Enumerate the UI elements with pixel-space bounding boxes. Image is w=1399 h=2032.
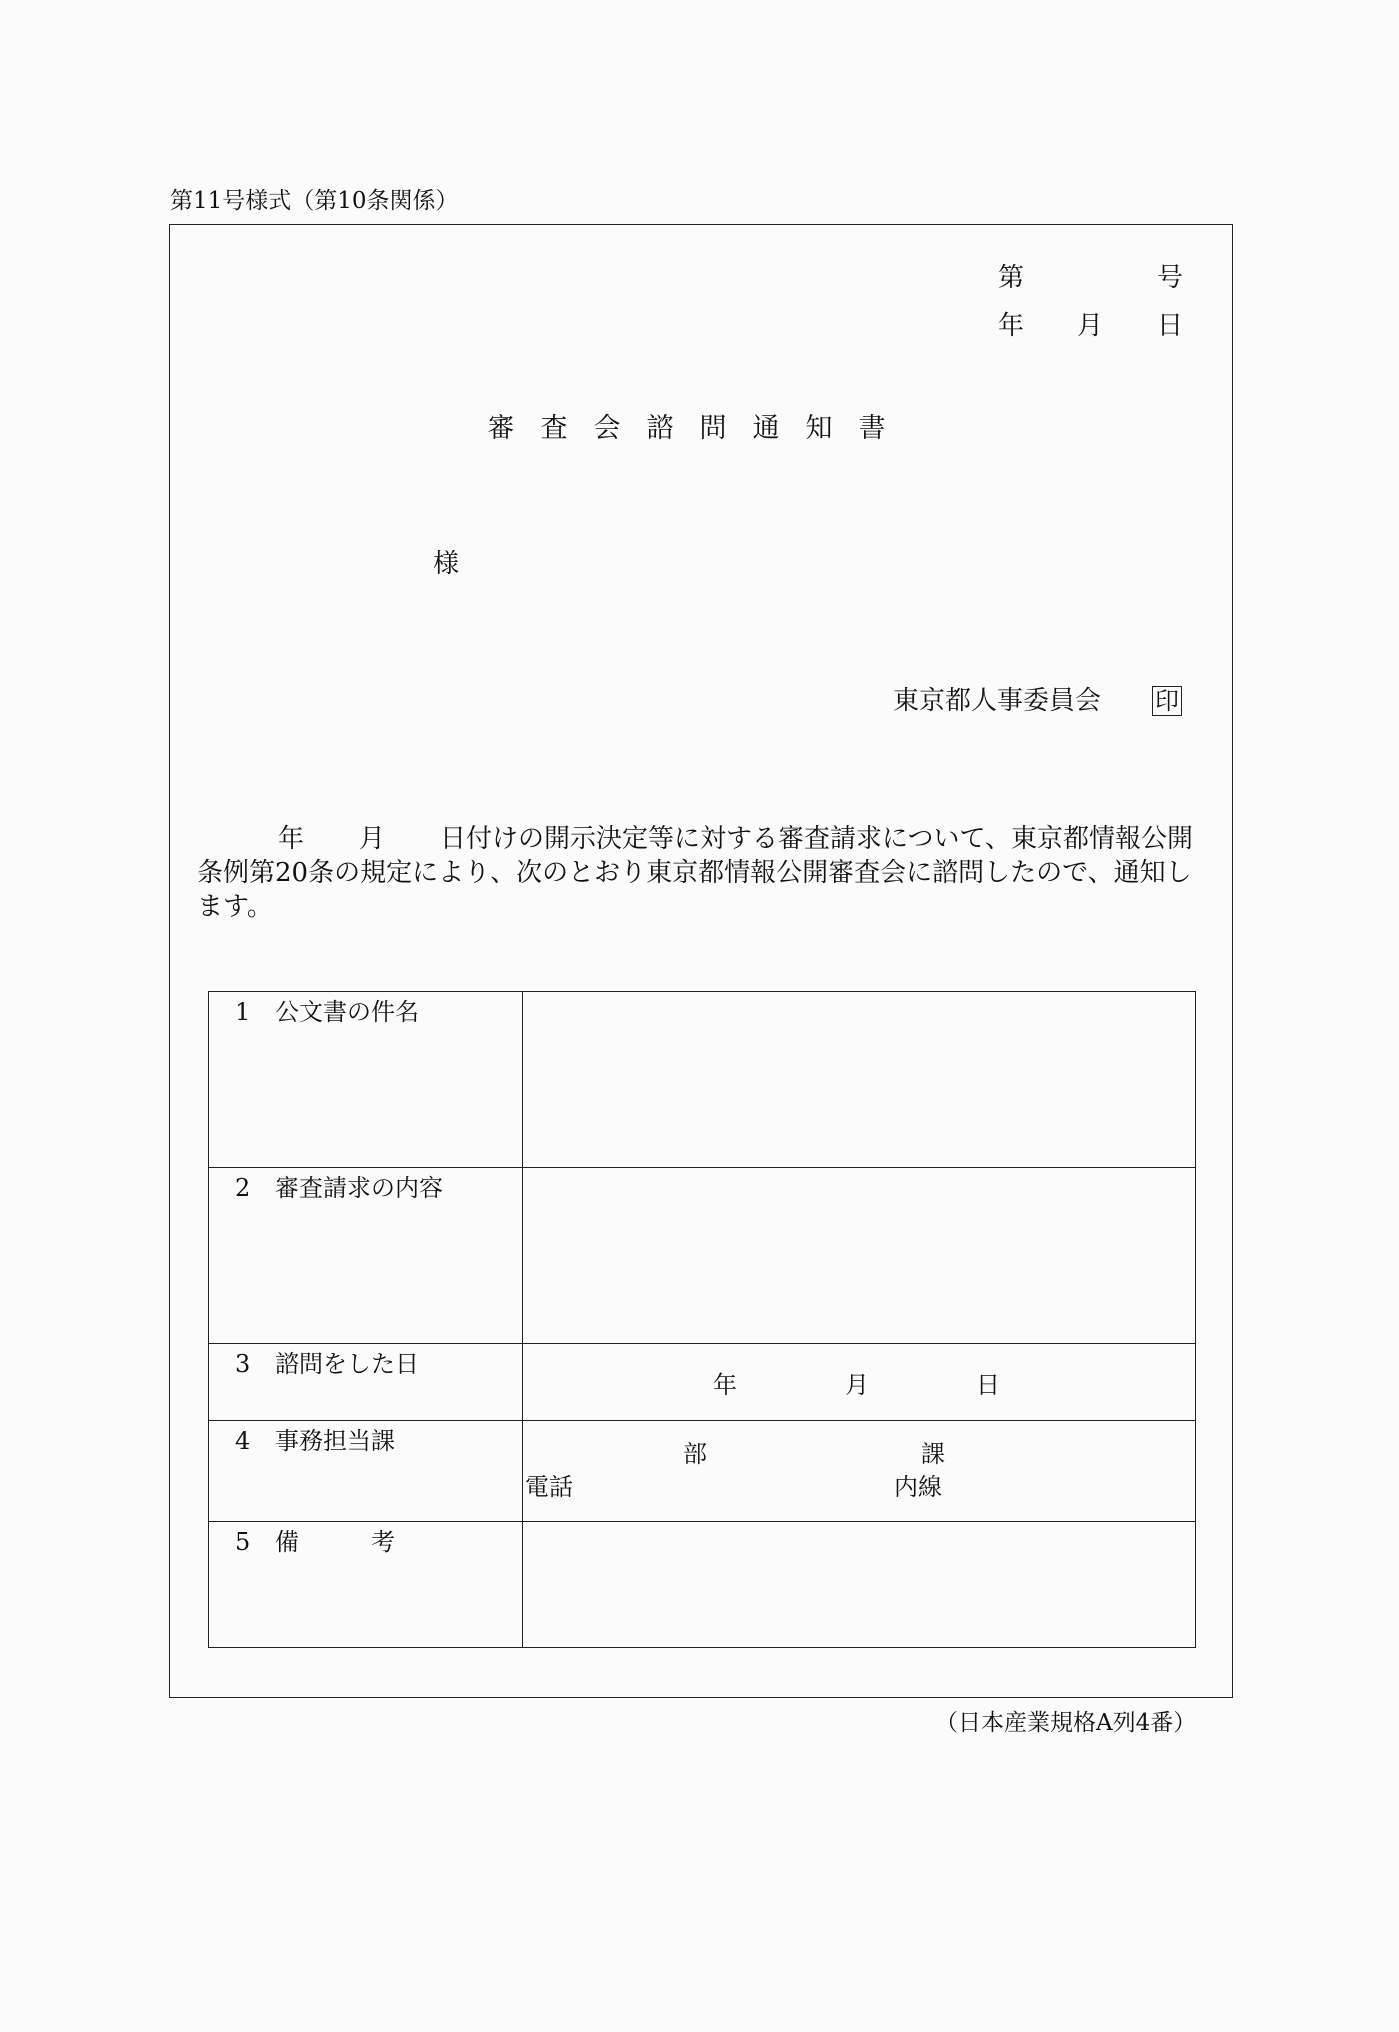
- row-number: 1: [235, 998, 251, 1026]
- office-in-charge-field[interactable]: [523, 1421, 1196, 1522]
- doc-number-prefix: 第: [998, 263, 1025, 293]
- item-table: [208, 991, 1196, 1648]
- row-label: [209, 1344, 523, 1421]
- extension-label: 内線: [894, 1473, 942, 1501]
- row-number: 4: [235, 1427, 251, 1455]
- row-label: [209, 1522, 523, 1648]
- request-content-field[interactable]: [523, 1168, 1196, 1344]
- table-row: [209, 1522, 1196, 1648]
- form-number: 第11号様式（第10条関係）: [170, 188, 459, 214]
- phone-label: 電話: [525, 1473, 573, 1501]
- doc-date-day: 日: [1157, 311, 1184, 341]
- document-title: 審査会諮問通知書: [487, 413, 912, 444]
- body-line3: ます。: [197, 892, 273, 922]
- remarks-field[interactable]: [523, 1522, 1196, 1648]
- section-label: 課: [921, 1440, 945, 1468]
- row-label-text: 事務担当課: [275, 1427, 395, 1455]
- body-year: 年: [278, 824, 305, 854]
- row-label: [209, 1168, 523, 1344]
- row-number: 2: [235, 1174, 251, 1202]
- doc-number-suffix: 号: [1157, 263, 1184, 293]
- consult-day-label: 日: [976, 1371, 1000, 1399]
- body-text: [197, 822, 1212, 924]
- body-month: 月: [359, 824, 386, 854]
- document-subject-field[interactable]: [523, 992, 1196, 1168]
- row-label: [209, 992, 523, 1168]
- row-number: 3: [235, 1350, 251, 1378]
- row-label-text: 公文書の件名: [275, 998, 419, 1026]
- consult-year-label: 年: [713, 1371, 737, 1399]
- doc-date-year: 年: [998, 311, 1025, 341]
- body-line1: 日付けの開示決定等に対する審査請求について、東京都情報公開: [440, 824, 1193, 854]
- consultation-date-field[interactable]: [523, 1344, 1196, 1421]
- paper-size-note: （日本産業規格A列4番）: [935, 1710, 1197, 1736]
- consult-month-label: 月: [845, 1371, 869, 1399]
- row-label-text: 審査請求の内容: [275, 1174, 443, 1202]
- table-row: [209, 1344, 1196, 1421]
- sender-name: 東京都人事委員会: [893, 686, 1102, 716]
- doc-date-month: 月: [1077, 311, 1104, 341]
- table-row: [209, 1421, 1196, 1522]
- table-row: [209, 1168, 1196, 1344]
- table-row: [209, 992, 1196, 1168]
- seal-mark: 印: [1152, 686, 1182, 716]
- row-label-text: 諮問をした日: [275, 1350, 419, 1378]
- department-label: 部: [683, 1440, 707, 1468]
- body-line2: 条例第20条の規定により、次のとおり東京都情報公開審査会に諮問したので、通知し: [197, 858, 1192, 888]
- addressee-suffix: 様: [433, 549, 460, 579]
- row-label: [209, 1421, 523, 1522]
- row-label-text: 備 考: [275, 1528, 395, 1556]
- row-number: 5: [235, 1528, 251, 1556]
